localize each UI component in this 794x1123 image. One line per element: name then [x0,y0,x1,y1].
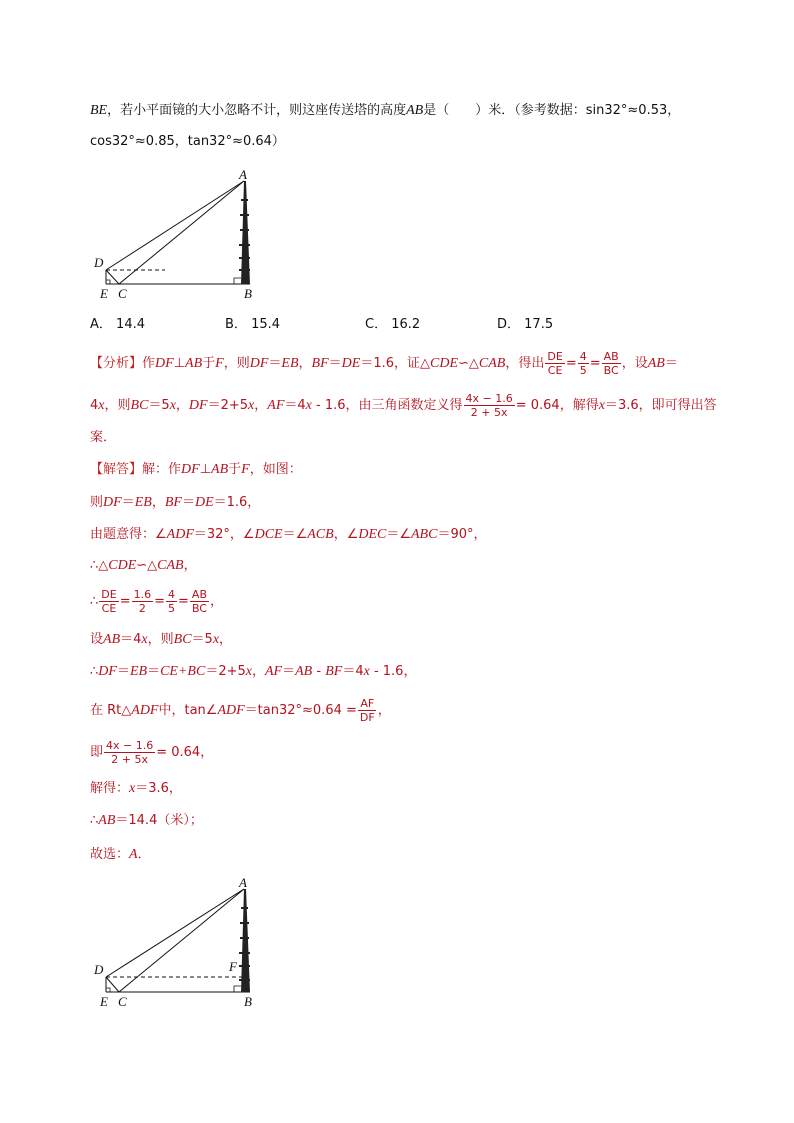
label-d: D [94,255,104,270]
label-d-2: D [94,962,104,977]
fraction-de-ce: $\frac{DE}{CE}$ [547,350,563,377]
label-c-2: C [118,994,127,1009]
option-b[interactable]: B． 15.4 [225,317,281,332]
label-b: B [244,286,252,301]
fraction-ab-bc: $\frac{AB}{BC}$ [603,350,619,377]
solution-line-7: ∴DF＝EB＝CE+BC＝2+5x，AF＝AB - BF＝4x - 1.6， [90,664,417,679]
analysis-tag: 【分析】 [90,356,143,371]
analysis-line-3: 案． [90,430,117,445]
fraction-de-ce-2: $\frac{DE}{CE}$ [101,588,117,615]
fraction-16-2: $\frac{1.6}{2}$ [133,588,152,615]
solution-line-3: 由题意得：∠ADF＝32°，∠DCE＝∠ACB，∠DEC＝∠ABC＝90°， [90,527,487,542]
label-b-2: B [244,994,252,1009]
fraction-af-df: $\frac{AF}{DF}$ [359,697,375,724]
solution-line-6: 设AB＝4x，则BC＝5x， [90,632,233,647]
solution-line-12: 故选：A． [90,847,151,862]
problem-text-2: 是（ ）米．（参考数据：sin32°≈0.53， [423,103,681,118]
fraction-4-5-2: $\frac{4}{5}$ [168,588,176,615]
segment-ab: AB [406,103,424,118]
option-a[interactable]: A． 14.4 [90,317,145,332]
solution-line-9: 即 $\frac{4x - 1.6}{2 + 5x}$ = 0.64， [90,739,214,766]
fraction-equation: $\frac{4x - 1.6}{2 + 5x}$ [465,392,513,419]
solution-line-10: 解得：x＝3.6， [90,781,182,796]
analysis-line-2: 4x，则BC＝5x，DF＝2+5x，AF＝4x - 1.6，由三角函数定义得 $\frac{4x - 1.6}{2 + 5x}$ = 0.64，解得x＝3.6，即可得出答 [90,392,717,419]
fraction-equation-2: $\frac{4x - 1.6}{2 + 5x}$ [106,739,154,766]
label-e: E [100,286,108,301]
option-d[interactable]: D． 17.5 [497,317,554,332]
label-f-2: F [229,959,237,974]
segment-be: BE [90,103,108,118]
solution-line-11: ∴AB＝14.4（米）； [90,813,203,828]
label-e-2: E [100,994,108,1009]
reference-data: cos32°≈0.85，tan32°≈0.64） [90,134,285,149]
solution-line-4: ∴△CDE∽△CAB， [90,558,197,573]
solution-line-2: 则DF＝EB，BF＝DE＝1.6， [90,495,261,510]
fraction-4-5: $\frac{4}{5}$ [579,350,587,377]
label-a: A [239,167,247,182]
analysis-line-1: 【分析】作DF⊥AB于F，则DF＝EB，BF＝DE＝1.6，证△CDE∽△CAB，得出 $\frac{DE}{CE}$ = $\frac{4}{5}$ = $\frac{AB}{BC}$ ，设AB＝ [90,350,678,377]
label-c: C [118,286,127,301]
option-c[interactable]: C． 16.2 [365,317,421,332]
solution-tag: 【解答】 [90,462,143,477]
label-a-2: A [239,875,247,890]
fraction-ab-bc-2: $\frac{AB}{BC}$ [191,588,207,615]
problem-text: ，若小平面镜的大小忽略不计，则这座传送塔的高度 [107,103,407,118]
solution-line-5: ∴ $\frac{DE}{CE}$ = $\frac{1.6}{2}$ = $\frac{4}{5}$ = $\frac{AB}{BC}$ ， [90,588,224,615]
solution-line-8: 在 Rt△ADF中，tan∠ADF＝tan32°≈0.64 = $\frac{AF}{DF}$ ， [90,697,391,724]
solution-line-1: 【解答】解：作DF⊥AB于F，如图： [90,462,302,477]
